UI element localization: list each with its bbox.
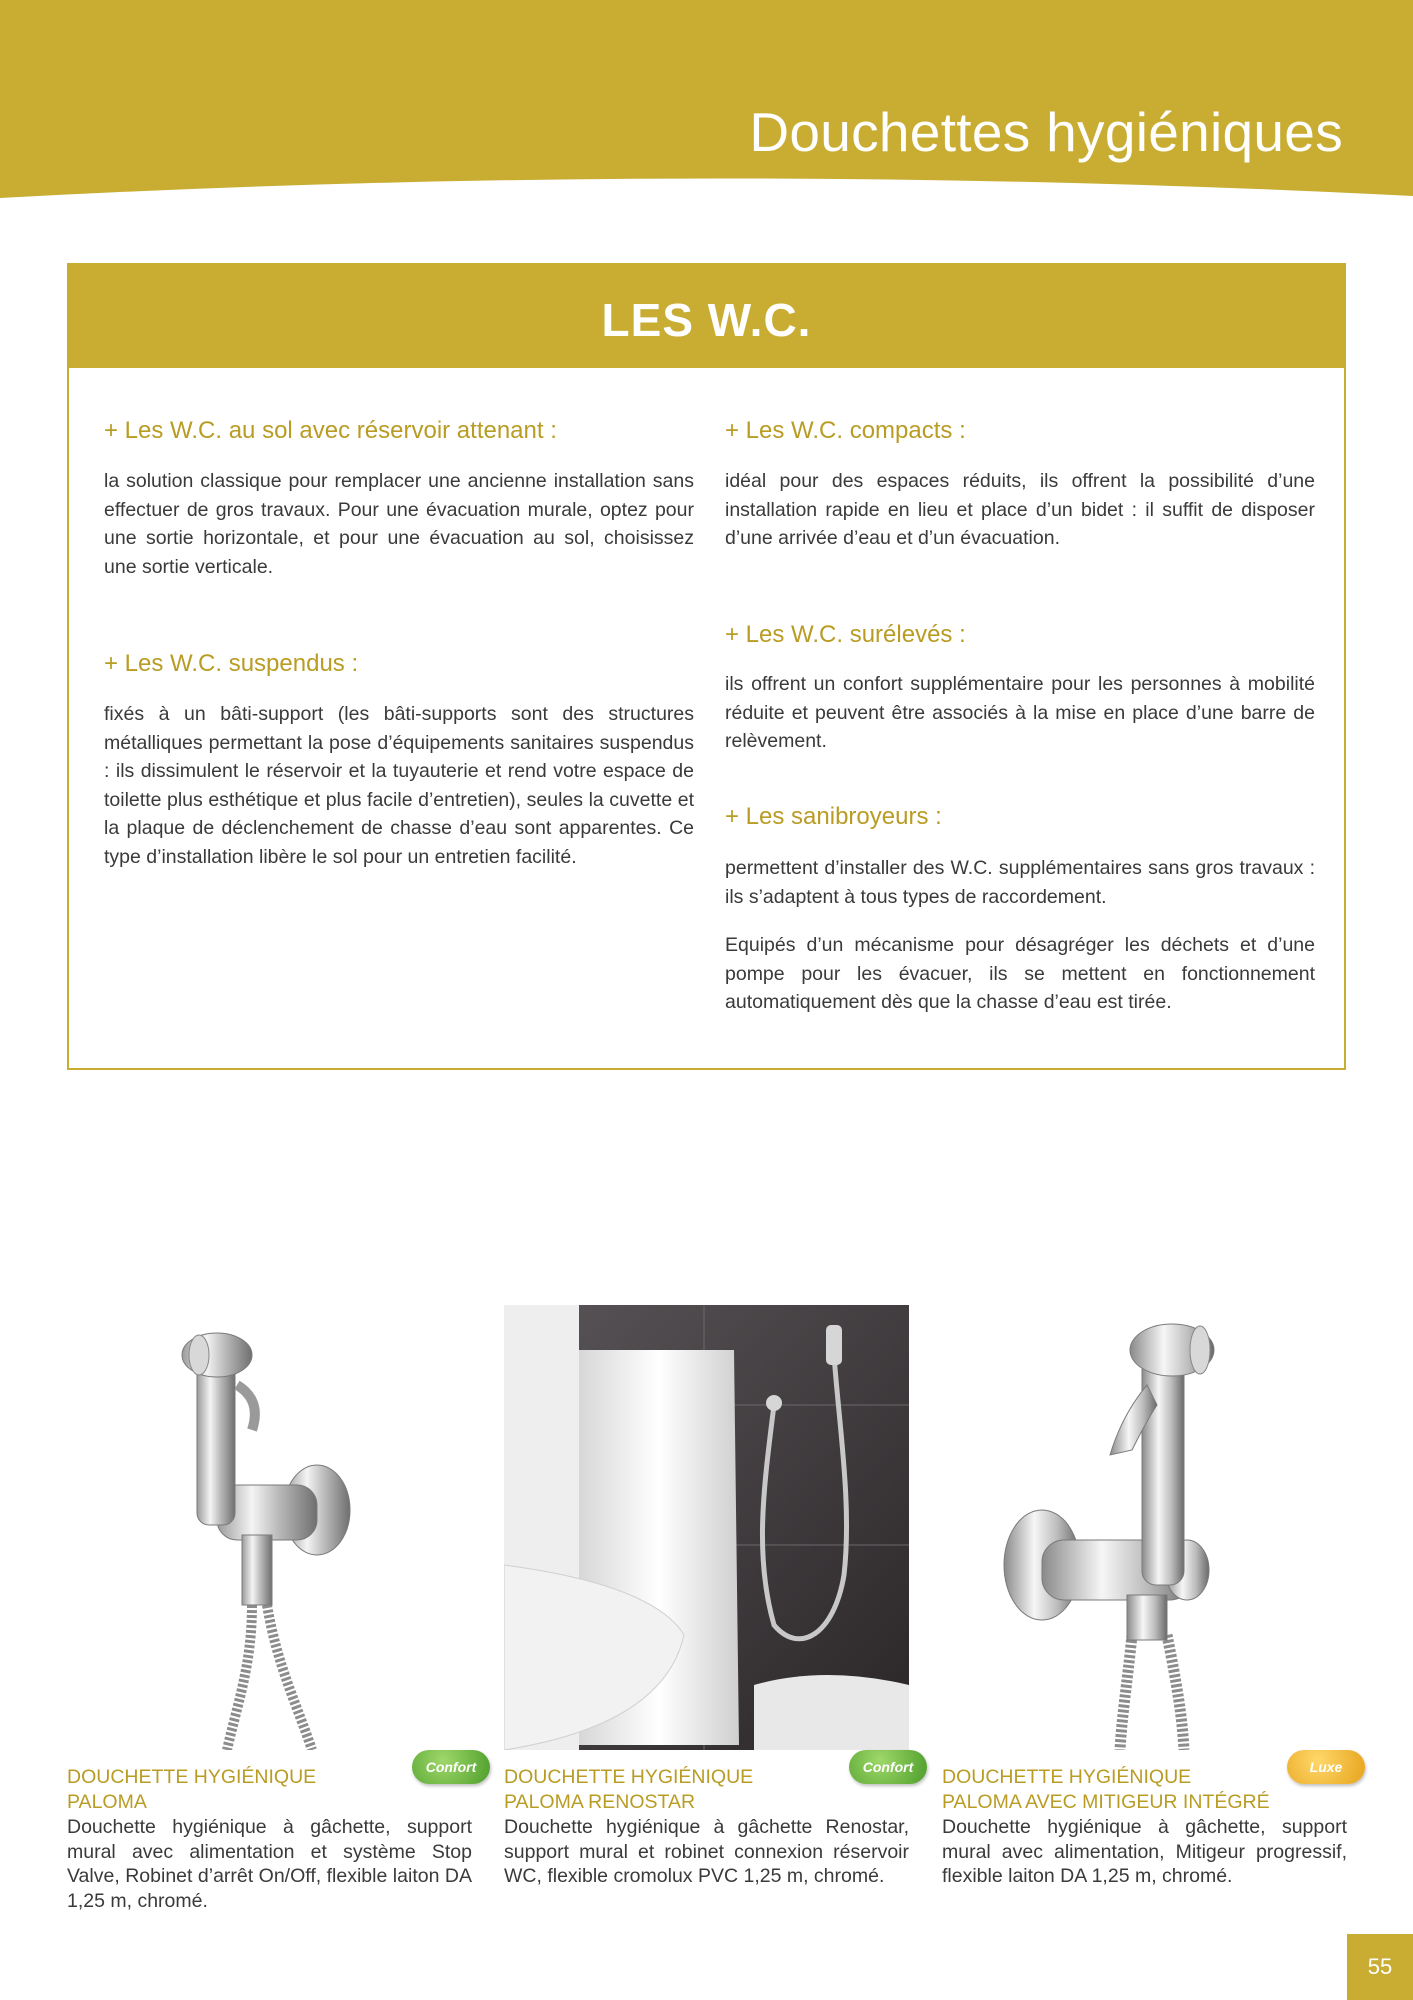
product-description: Douchette hygiénique à gâchette Renostar, support mural et robinet connexion réservoir WC, flexible cromolux PVC 1,25 m, chromé. [504,1816,909,1887]
product-card [504,1305,914,1887]
product-name-line1: DOUCHETTE HYGIÉNIQUE [942,1766,1192,1788]
product-name-line1: DOUCHETTE HYGIÉNIQUE [67,1766,317,1788]
product-image-paloma-mitigeur [942,1305,1347,1750]
product-name-line2: PALOMA [67,1791,147,1813]
text-wc-au-sol: la solution classique pour remplacer une ancienne installation sans effectuer de gros travaux. Pour une évacuation murale, optez pour une sortie horizontale, et pour une évacuation au sol, choisissez une sortie verticale. [104,470,694,578]
heading-sanibroyeurs: + Les sanibroyeurs : [725,803,942,830]
heading-wc-suspendus: + Les W.C. suspendus : [104,650,359,677]
page-number: 55 [1347,1934,1413,2000]
text-wc-suspendus: fixés à un bâti-support (les bâti-supports sont des structures métalliques permettant la pose d’équipements sanitaires suspendus : ils dissimulent le réservoir et la tuyauterie et rend votre espace de toilette plus esthétique et plus facile d’entretien), seules la cuvette et la plaque de déclenchement de chasse d’eau sont apparentes. Ce type d’installation libère le sol pour un entretien facilité. [104,703,694,868]
product-card [942,1305,1347,1887]
text-sanibroyeurs: permettent d’installer des W.C. supplémentaires sans gros travaux : ils s’adaptent à tous types de raccordement. [725,857,1315,908]
text-sanibroyeurs-2: Equipés d’un mécanisme pour désagréger les déchets et d’une pompe pour les évacuer, ils se mettent en fonctionnement automatiquement dès que la chasse d’eau est tirée. [725,934,1315,1013]
heading-wc-au-sol: + Les W.C. au sol avec réservoir attenant : [104,417,557,444]
product-image-paloma-renostar [504,1305,909,1750]
product-name [504,1765,924,1815]
page-title: Douchettes hygiéniques [749,101,1343,163]
product-name [67,1765,487,1815]
badge-luxe: Luxe [1287,1750,1365,1784]
heading-wc-compacts: + Les W.C. compacts : [725,417,966,444]
product-description: Douchette hygiénique à gâchette, support mural avec alimentation et système Stop Valve, Robinet d’arrêt On/Off, flexible laiton DA 1,25 m, chromé. [67,1816,472,1912]
product-name-line1: DOUCHETTE HYGIÉNIQUE [504,1766,754,1788]
box-header [69,265,1344,368]
product-name-line2: PALOMA AVEC MITIGEUR INTÉGRÉ [942,1791,1270,1813]
product-name [942,1765,1362,1815]
badge-confort: Confort [412,1750,490,1784]
heading-wc-sureleves: + Les W.C. surélevés : [725,621,966,648]
product-description: Douchette hygiénique à gâchette, support mural avec alimentation, Mitigeur progressif, flexible laiton DA 1,25 m, chromé. [942,1816,1347,1887]
product-image-paloma [67,1305,472,1750]
box-title: LES W.C. [601,294,812,346]
wc-info-box [67,263,1346,1070]
product-name-line2: PALOMA RENOSTAR [504,1791,696,1813]
text-wc-compacts: idéal pour des espaces réduits, ils offrent la possibilité d’une installation rapide en lieu et place d’un bidet : il suffit de disposer d’une arrivée d’eau et d’un évacuation. [725,470,1315,549]
badge-confort: Confort [849,1750,927,1784]
text-wc-sureleves: ils offrent un confort supplémentaire pour les personnes à mobilité réduite et peuvent être associés à la mise en place d’une barre de relèvement. [725,673,1315,752]
product-card [67,1305,477,1912]
